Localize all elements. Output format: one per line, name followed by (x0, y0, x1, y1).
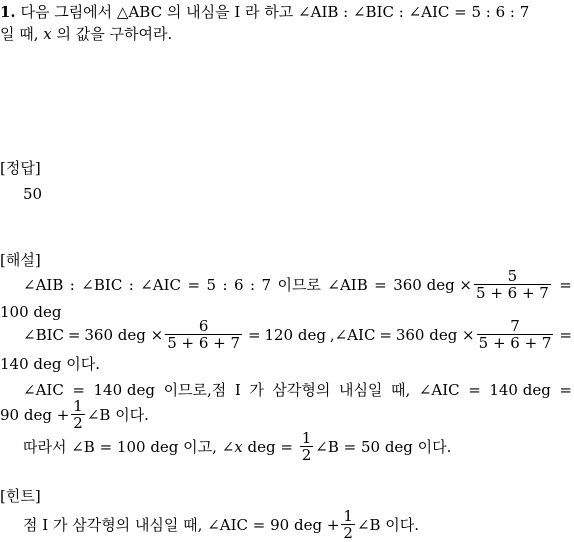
answer-header: [정답] (0, 159, 41, 177)
fraction: $\frac{1}{2}$ (73, 397, 83, 432)
explanation-header: [해설] (0, 251, 41, 269)
question-line-2: 일 때, x 의 값을 구하여라. (0, 25, 173, 43)
answer-value: 50 (23, 185, 43, 203)
fraction: $\frac{7}{5 + 6 + 7}$ (478, 317, 552, 352)
fraction: $\frac{6}{5 + 6 + 7}$ (167, 317, 241, 352)
hint-header: [힌트] (0, 487, 41, 505)
explanation-p2: ∠BIC = 360 deg × $\frac{6}{5 + 6 + 7}$ = 120 deg ,∠AIC = 360 deg × $\frac{7}{5 + 6 + 7}$ = (23, 317, 572, 352)
fraction: $\frac{1}{2}$ (301, 429, 312, 464)
fraction: $\frac{5}{5 + 6 + 7}$ (476, 267, 549, 302)
variable-x: x (43, 25, 52, 43)
explanation-p3: ∠AIC = 140 deg 이므로,점 I 가 삼각형의 내심일 때, ∠AIC = 140 deg = (23, 381, 572, 399)
question-line-1 (0, 2, 529, 22)
explanation-p1: ∠AIB : ∠BIC : ∠AIC = 5 : 6 : 7 이므로 ∠AIB = 360 deg × $\frac{5}{5 + 6 + 7}$ = (23, 267, 572, 302)
explanation-p3-cont: 90 deg + $\frac{1}{2}$ ∠B 이다. (0, 397, 149, 432)
question-text: 다음 그림에서 △ABC 의 내심을 I 라 하고 ∠AIB : ∠BIC : ∠AIC = 5 : 6 : 7 (20, 3, 530, 21)
question-number: 1. (0, 3, 16, 21)
hint-text: 점 I 가 삼각형의 내심일 때, ∠AIC = 90 deg + $\frac{1}{2}$ ∠B 이다. (23, 507, 420, 542)
fraction: $\frac{1}{2}$ (343, 507, 353, 542)
explanation-p4: 따라서 ∠B = 100 deg 이고, ∠ x deg = $\frac{1}{2}$ ∠B = 50 deg 이다. (23, 429, 452, 464)
